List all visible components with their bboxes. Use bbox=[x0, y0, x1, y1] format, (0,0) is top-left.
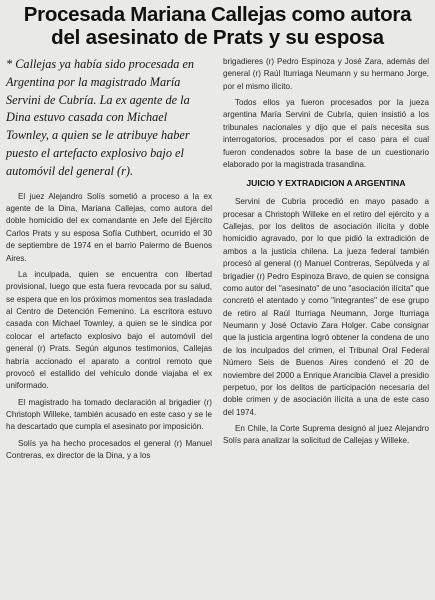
headline bbox=[6, 4, 429, 50]
body-paragraph: La inculpada, quien se encuentra con libertad provisional, luego que esta fuera revocada por su salud, se espera que en los próximos momentos sea trasladada al Centro de Detención Femenino. La escritora estuvo casada con Michael Townley, a quien se le sindica por colocar el artefacto explosivo bajo el automóvil del general (r) Prats. Según algunos testimonios, Callejas habría accionado el aparato a control remoto que provocó el estallido del vehículo donde viajaba el ex uniformado. bbox=[6, 269, 212, 391]
body-paragraph: En Chile, la Corte Suprema designó al juez Alejandro Solís para analizar la solicitud de Callejas y Willeke. bbox=[223, 424, 429, 446]
article-columns bbox=[6, 56, 429, 467]
left-column bbox=[6, 56, 212, 467]
body-paragraph: Servini de Cubría procedió en mayo pasado a procesar a Christoph Willeke en el retiro del ejército y a Callejas, por los delitos de asociación ilícita y doble homicidio agravado, por lo que pidió la extradición de ambos a la justicia chilena. La jueza federal también procesó al general (r) Manuel Contreras, Sepúlveda y al brigadier (r) Pedro Espinoza Bravo, de quien se consigna como autor del "asesinato" de uno "asociación ilícita" que concretó el atentado y como "integrantes" de ese grupo de retiro al Raúl Iturriaga Neumann, Jorge Iturriaga Neumann y José Octavio Zara Holger. Cabe consignar que la justicia argentina logró obtener la condena de uno de los inculpados del crimen, el Tribunal Oral Federal Número Seis de Buenos Aires condenó el 20 de noviembre del 2000 a Enrique Arancibia Clavel a presidio perpetuo, por los delitos de participación necesaria del doble crimen y de asociación ilícita a una de este caso del 1974. bbox=[223, 197, 429, 417]
headline-line-1: Procesada Mariana Callejas como autora bbox=[23, 3, 412, 26]
headline-line-2: del asesinato de Prats y su esposa bbox=[51, 25, 384, 49]
lead-paragraph: * Callejas ya había sido procesada en Argentina por la magistrado María Servini de Cubría. La ex agente de la Dina estuvo casada con Michael Townley, a quien se le atribuye haber puesto el artefacto explosivo bajo el automóvil del general (r). bbox=[6, 56, 195, 178]
section-subhead: JUICIO Y EXTRADICION A ARGENTINA bbox=[246, 178, 406, 189]
right-column bbox=[223, 56, 429, 467]
body-paragraph: brigadieres (r) Pedro Espinoza y José Zara, además del general (r) Raúl Iturriaga Neumann y su hermano Jorge, por el mismo ilícito. bbox=[223, 56, 429, 91]
body-paragraph: Todos ellos ya fueron procesados por la jueza argentina María Servini de Cubría, quien insistió a los tribunales nacionales y dijo que el país necesita sus interrogatorios, procesados por el caso para el cual fueron condenados sobre la base de un cuestionario elaborado por la magistrada trasandina. bbox=[223, 98, 429, 169]
body-paragraph: El juez Alejandro Solís sometió a proceso a la ex agente de la Dina, Mariana Callejas, como autora del doble homicidio del ex comandante en Jefe del Ejército Carlos Prats y su esposa Sofía Cuthbert, ocurrido el 30 de septiembre de 1974 en el barrio Palermo de Buenos Aires. bbox=[6, 191, 212, 263]
body-paragraph: El magistrado ha tomado declaración al brigadier (r) Christoph Willeke, también acusado en este caso y se le ha descartado que cumpla el asesinato por imposición. bbox=[6, 397, 212, 432]
body-paragraph: Solís ya ha hecho procesados el general (r) Manuel Contreras, ex director de la Dina, y a los bbox=[6, 438, 212, 461]
